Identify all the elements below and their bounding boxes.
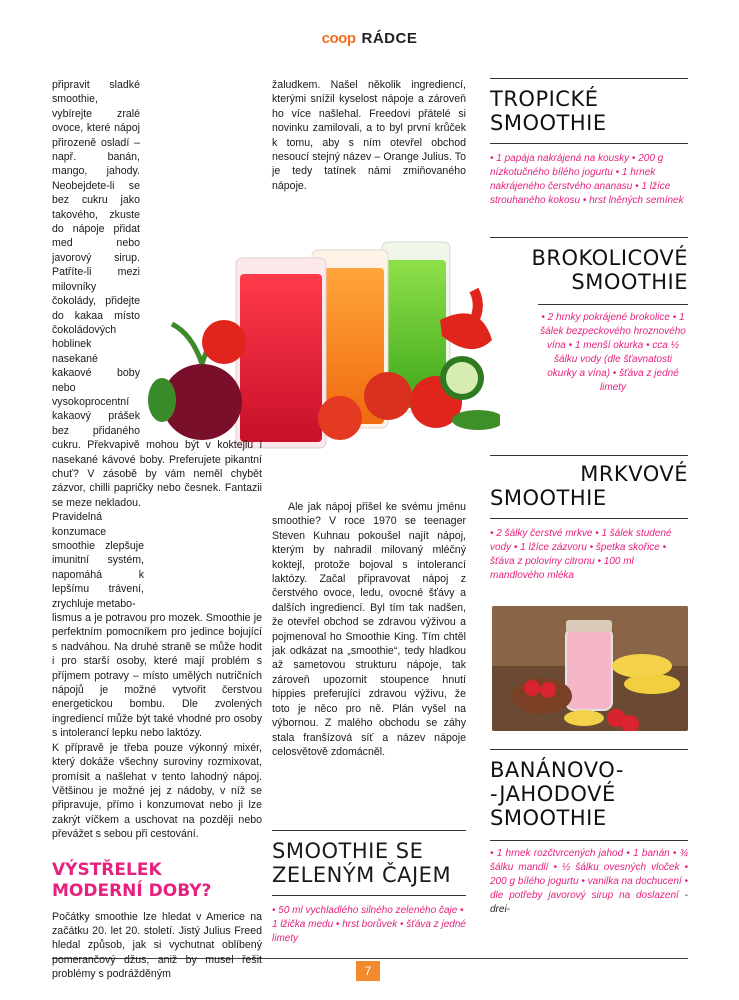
paragraph: Ale jak nápoj přišel ke svému jménu smoothie? V roce 1970 se teenager Steven Kuhnau pokoušel najít nápoj, kterým by nahradil milovaný mléčný koktejl, protože bojoval s intolerancí laktózy. Začal připravovat nápoj z čerstvého ovoce, ledu, ovocné šťávy a dalších ingrediencí. Byl tím tak nadšen, že otevřel obchod se zdravou výživou a pojmenoval ho Smoothie King. Tím chtěl jak odkázat na „smoothie“, tedy hladkou až sametovou strukturu nápoje, tak zároveň upozornit stoupence hnutí hippies preferující zdravou výživu, že toto je něco pro ně. Plán vyšel na výbornou. Z malého obchodu se záhy stala franšízová síť a název nápoje celosvětově zdomácněl.: [272, 501, 466, 758]
article-column-2-bottom: [272, 500, 466, 759]
recipe-ingredients: • 1 papája nakrájená na kousky • 200 g nízkotučného bílého jogurtu • 1 hrnek nakrájeného čerstvého ananasu • 1 lžíce strouhaného kokosu • hrst lněných semínek: [490, 143, 688, 208]
section-title: RÁDCE: [361, 30, 418, 47]
recipe-ingredients: • 2 šálky čerstvé mrkve • 1 šálek studené vody • 1 lžíce zázvoru • špetka skořice • šťáva z poloviny citronu • 100 ml mandlového mléka: [490, 518, 688, 583]
recipe-title: BROKOLICOVÉ SMOOTHIE: [531, 246, 688, 294]
recipe-ingredients: • 50 ml vychladlého silného zeleného čaje • 1 lžička medu • hrst borůvek • šťáva z jedné limety: [272, 895, 466, 946]
paragraph-history: Počátky smoothie lze hledat v Americe na začátku 20. let 20. století. Jistý Julius Freed hledal způsob, jak si vychutnat oblíbený pomerančový džus, aniž by musel řešit problémy s podrážděným: [52, 910, 262, 981]
recipe-title: TROPICKÉ SMOOTHIE: [490, 87, 607, 135]
brand: [322, 30, 418, 47]
page-header: [0, 30, 739, 48]
article-column-2-top: [272, 78, 466, 193]
photo-wrap-spacer: [140, 236, 262, 426]
recipe-green-tea: [272, 830, 466, 946]
recipe-title: SMOOTHIE SE ZELENÝM ČAJEM: [272, 839, 452, 887]
page-number: 7: [356, 961, 380, 981]
section-heading: VÝSTŘELEK MODERNÍ DOBY?: [52, 859, 212, 901]
recipe-banana-strawberry: [490, 749, 688, 917]
paragraph-benefits-start: Pravidelná konzumace smoothie zlepšuje imunitní systém, napomáhá k lepšímu trávení, zrychluje metabo-: [52, 511, 144, 610]
recipe-carrot: [490, 455, 688, 583]
article-column-1-flow: [52, 78, 262, 982]
recipe-title: BANÁNOVO- -JAHODOVÉ SMOOTHIE: [490, 758, 624, 830]
recipe-ingredients: • 2 hrnky pokrájené brokolice • 1 šálek bezpeckového hroznového vína • 1 menší okurka • cca ½ šálku vody (dle šťavnatosti okurky a vína) • šťáva z jedné limety: [538, 304, 688, 395]
paragraph-intro: připravit sladké smoothie, vybírejte zralé ovoce, které nápoj přirozeně osladí – např. banán, mango, jahody. Neobejdete-li se bez cukru jako takového, zkuste do nápoje přidat med nebo javorový sirup. Patříte-li mezi milovníky čokolády, přidejte do kakaa místo čokoládových hoblinek nasekané kakaové boby nebo vysokoprocentní kakaový prášek bez přidaného cukru. Překvapivě mohou být v koktejlu i nasekané kávové boby. Preferujete pikantní chuť? V zásobě by vám neměl chybět zázvor, chilli papričky nebo česnek. Fantazii se meze nekladou.: [52, 79, 262, 509]
paragraph: žaludkem. Našel několik ingrediencí, kterými snížil kyselost nápoje a zároveň ho více našlehal. Freedovi přátelé si novinku zamilovali, a to byl první krůček k tomu, aby s ním otevřel obchod nesoucí stejný název – Orange Julius. To je tedy tatínek námi zmiňovaného nápoje.: [272, 79, 466, 192]
recipe-tropical: [490, 78, 688, 208]
recipe-ingredients: • 1 hrnek rozčtvrcených jahod • 1 banán • ¾ šálku mandlí • ½ šálku ovesných vloček • 200 g bílého jogurtu • vanilka na dochucení • dle potřeby javorový sirup na doslazení -drei-: [490, 840, 688, 917]
banana-strawberry-smoothie-photo: [492, 606, 688, 731]
coop-logo: coop: [321, 30, 356, 47]
divider: [490, 78, 688, 79]
paragraph-benefits-end: lismus a je potravou pro mozek. Smoothie je perfektním pomocníkem pro jedince bojující s nadváhou. Na druhé straně se může hodit i pro starší osoby, které mají problém s příjmem potravy – místo umělých nutričních nápojů je možné vytvořit čerstvou energetickou bombu. Dle zvolených ingrediencí může být také vhodné pro osoby s intolerancí lepku nebo laktózy.: [52, 612, 262, 740]
recipe-broccoli: [490, 237, 688, 395]
paragraph-mixer: K přípravě je třeba pouze výkonný mixér, který dokáže všechny suroviny rozmixovat, promísit a našlehat v tento lahodný nápoj. Většinou je možné jej z nádoby, v níž se připravuje, přímo i konzumovat nebo ji lze zakrýt víčkem a uschovat na později nebo převážet s sebou při cestování.: [52, 741, 262, 841]
author-signature: -drei-: [490, 890, 689, 915]
recipe-title: MRKVOVÉ SMOOTHIE: [490, 462, 688, 510]
